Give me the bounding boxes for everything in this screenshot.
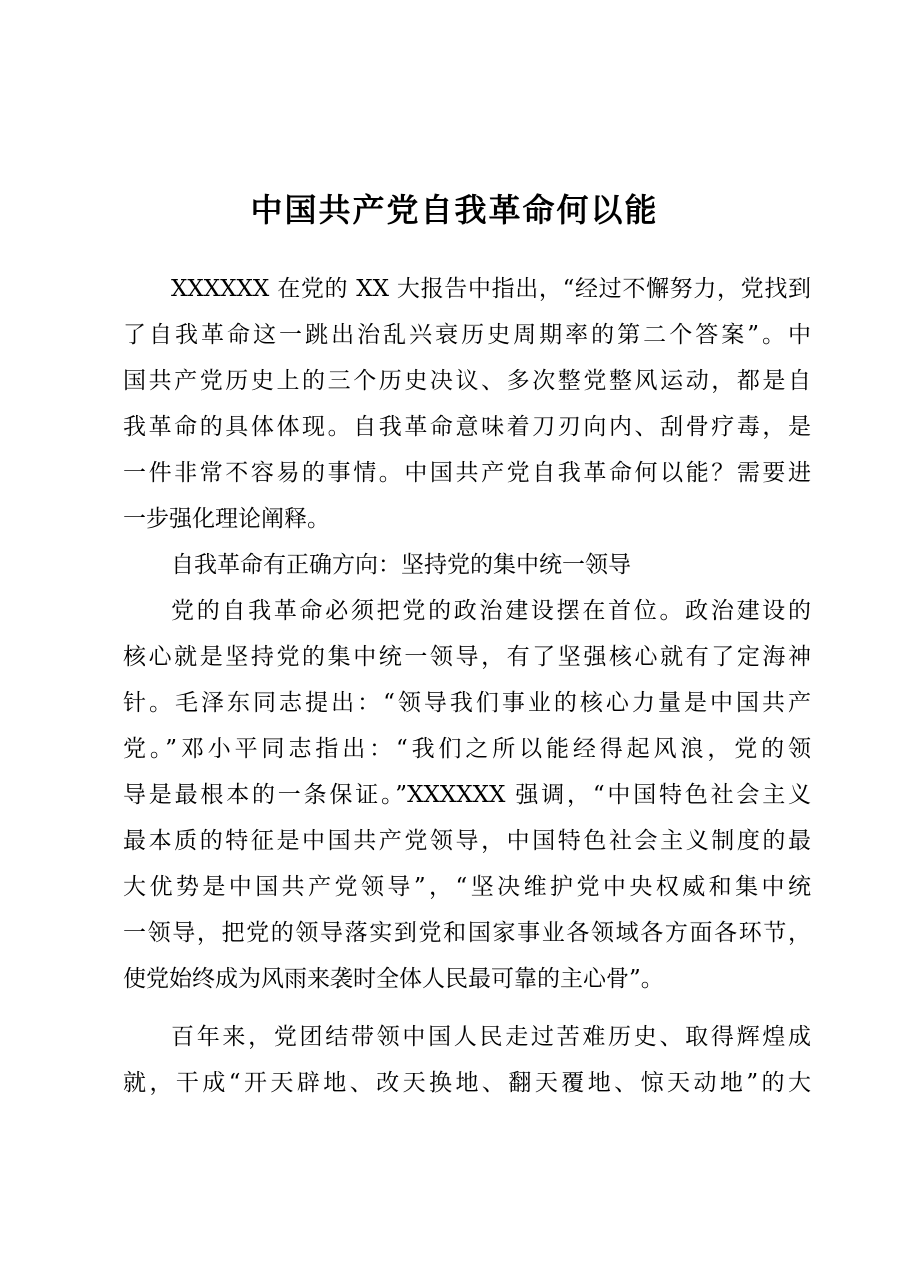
document-title: 中国共产党自我革命何以能 [250, 191, 659, 229]
text-line: 使党始终成为风雨来袭时全体人民最可靠的主心骨”。 [123, 966, 664, 992]
text-line: 就，干成“开天辟地、改天换地、翻天覆地、惊天动地”的大 [123, 1070, 811, 1096]
section-heading [123, 542, 811, 588]
text-line: 自我革命有正确方向：坚持党的集中统一领导 [171, 552, 631, 578]
paragraph-gap [123, 1002, 811, 1014]
text-line: 了自我革命这一跳出治乱兴衰历史周期率的第二个答案”。中 [123, 322, 811, 348]
text-line: 一件非常不容易的事情。中国共产党自我革命何以能？需要进 [123, 460, 811, 486]
text-line: 针。毛泽东同志提出：“领导我们事业的核心力量是中国共产 [123, 690, 811, 716]
text-line: 我革命的具体体现。自我革命意味着刀刃向内、刮骨疗毒，是 [123, 414, 811, 440]
text-line: 党的自我革命必须把党的政治建设摆在首位。政治建设的 [171, 598, 811, 624]
paragraph-century [123, 1014, 811, 1106]
paragraph-intro [123, 266, 811, 542]
paragraph-leadership [123, 588, 811, 1002]
text-line: 一领导，把党的领导落实到党和国家事业各领域各方面各环节， [123, 920, 811, 946]
text-line: 百年来，党团结带领中国人民走过苦难历史、取得辉煌成 [171, 1024, 811, 1050]
text-line: 国共产党历史上的三个历史决议、多次整党整风运动，都是自 [123, 368, 811, 394]
text-line: 最本质的特征是中国共产党领导，中国特色社会主义制度的最 [123, 828, 811, 854]
text-line: 核心就是坚持党的集中统一领导，有了坚强核心就有了定海神 [123, 644, 811, 670]
text-line: XXXXXX 在党的 XX 大报告中指出，“经过不懈努力，党找到 [171, 276, 811, 302]
document-body [123, 266, 811, 1106]
text-line: 一步强化理论阐释。 [123, 506, 330, 532]
text-line: 导是最根本的一条保证。”XXXXXX 强调，“中国特色社会主义 [123, 782, 811, 808]
text-line: 大优势是中国共产党领导”，“坚决维护党中央权威和集中统 [123, 874, 811, 900]
text-line: 党。”邓小平同志指出：“我们之所以能经得起风浪，党的领 [123, 736, 811, 762]
